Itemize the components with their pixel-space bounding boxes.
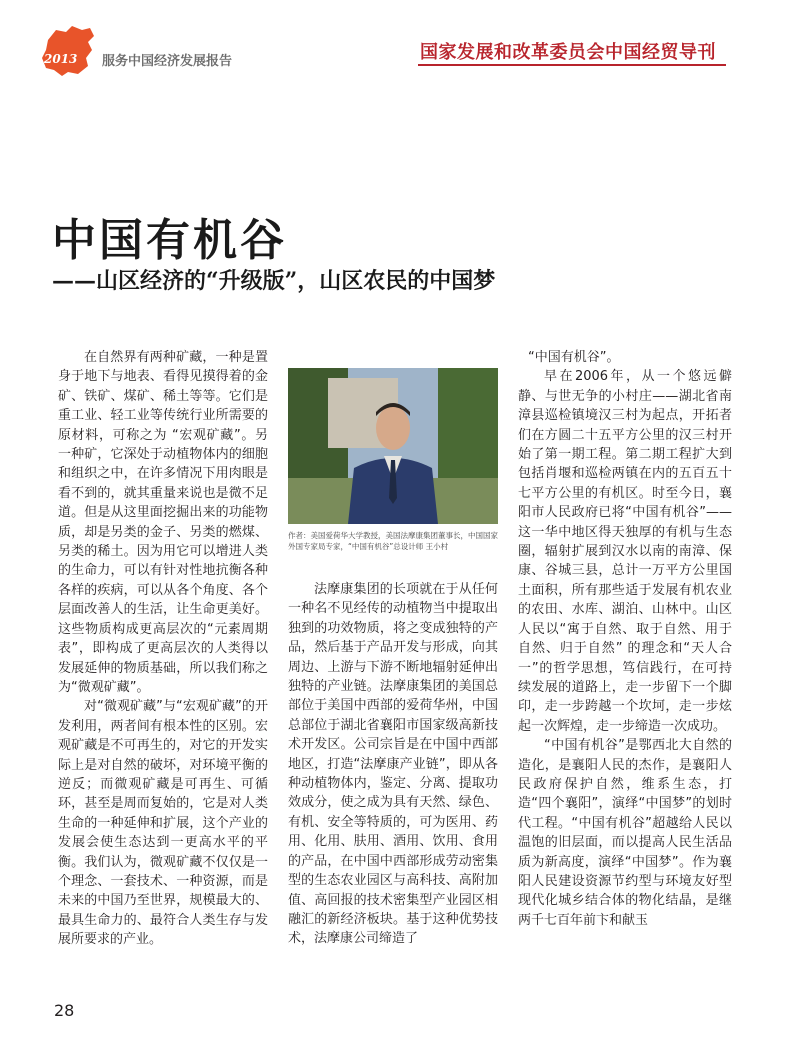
article-title: 中国有机谷 bbox=[52, 215, 287, 266]
text-column-2 bbox=[288, 580, 498, 949]
paragraph: 早在2006年，从一个悠远僻静、与世无争的小村庄——湖北省南漳县巡检镇境汉三村为起点，开拓者们在方圆二十五平方公里的汉三村开始了第一期工程。第二期工程扩大到包括肖堰和巡检两镇在内的五百五十七平方公里的有机区。时至今日，襄阳市人民政府已将“中国有机谷”——这一华中地区得天独厚的有机与生态圈，辐射扩展到汉水以南的南漳、保康、谷城三县，总计一万平方公里国土面积，所有那些适于发展有机农业的农田、水库、湖泊、山林中。山区人民以“寓于自然、取于自然、用于自然、归于自然” 的理念和“天人合一”的哲学思想，笃信践行，在可持续发展的道路上，走一步留下一个脚印，走一步跨越一个坎坷，走一步炫起一次辉煌，走一步缔造一次成功。 bbox=[518, 369, 732, 734]
report-series-title: 服务中国经济发展报告 bbox=[102, 54, 233, 69]
paragraph: 在自然界有两种矿藏，一种是置身于地下与地表、看得见摸得着的金矿、铁矿、煤矿、稀土等等。它们是重工业、轻工业等传统行业所需要的原材料，可称之为 “宏观矿藏”。另一种矿，它深处于动植物体内的细胞和组织之中，在许多情况下用肉眼是看不到的，就其重量来说也是微不足道。但是从这里面挖掘出来的功能物质，却是另类的金子、另类的燃煤、另类的稀土。因为用它可以增进人类的生命力，可以有针对性地抗衡各种各样的疾病，可以从各个角度、各个层面改善人的生活，让生命更美好。这些物质构成更高层次的“元素周期表”，即构成了更高层次的人类得以发展延伸的物质基础，所以我们称之为“微观矿藏”。 bbox=[58, 350, 268, 695]
page-number: 28 bbox=[54, 1001, 75, 1020]
article-subtitle: ——山区经济的“升级版”，山区农民的中国梦 bbox=[52, 268, 496, 294]
text-column-1 bbox=[58, 348, 268, 950]
header-rule bbox=[418, 64, 726, 66]
paragraph: 法摩康集团的长项就在于从任何一种名不见经传的动植物当中提取出独到的功效物质，将之变成独特的产品，然后基于产品开发与形成，向其周边、上游与下游不断地辐射延伸出独特的产业链。法摩康集团的美国总部位于美国中西部的爱荷华州，中国总部位于湖北省襄阳市国家级高新技术开发区。公司宗旨是在中国中西部地区，打造“法摩康产业链”，即从各种动植物体内，鉴定、分离、提取功效成分，使之成为具有天然、绿色、有机、安全等特质的，可为医用、药用、化用、肤用、酒用、饮用、食用的产品，在中国中西部形成劳动密集型的生态农业园区与高科技、高附加值、高回报的技术密集型产业园区相融汇的新经济板块。基于这种优势技术，法摩康公司缔造了 bbox=[288, 582, 498, 947]
text-column-3 bbox=[518, 348, 732, 930]
author-photo bbox=[288, 368, 498, 524]
year-badge: 2013 bbox=[44, 52, 78, 66]
china-map-icon bbox=[38, 22, 98, 80]
paragraph: “中国有机谷”。 bbox=[528, 350, 620, 365]
paragraph: “中国有机谷”是鄂西北大自然的造化，是襄阳人民的杰作，是襄阳人民政府保护自然，维系生态，打造“四个襄阳”，演绎“中国梦”的划时代工程。“中国有机谷”超越给人民以温饱的旧层面，而以提高人民生活品质为新高度，演绎“中国梦”。作为襄阳人民建设资源节约型与环境友好型现代化城乡结合体的物化结晶，是继两千七百年前卞和献玉 bbox=[518, 738, 732, 928]
journal-title: 国家发展和改革委员会中国经贸导刊 bbox=[420, 42, 716, 63]
paragraph: 对“微观矿藏”与“宏观矿藏”的开发利用，两者间有根本性的区别。宏观矿藏是不可再生的，对它的开发实际上是对自然的破坏，对环境平衡的逆反；而微观矿藏是可再生、可循环，甚至是周而复始的，它是对人类生命的一种延伸和扩展，这个产业的发展会使生态达到一更高水平的平衡。我们认为，微观矿藏不仅仅是一个理念、一套技术、一种资源，而是未来的中国乃至世界，规模最大的、最具生命力的、最符合人类生存与发展所要求的产业。 bbox=[58, 699, 268, 948]
photo-caption: 作者：美国爱荷华大学教授，美国法摩康集团董事长，中国国家外国专家局专家，“中国有机谷”总设计师 王小村 bbox=[288, 531, 498, 551]
